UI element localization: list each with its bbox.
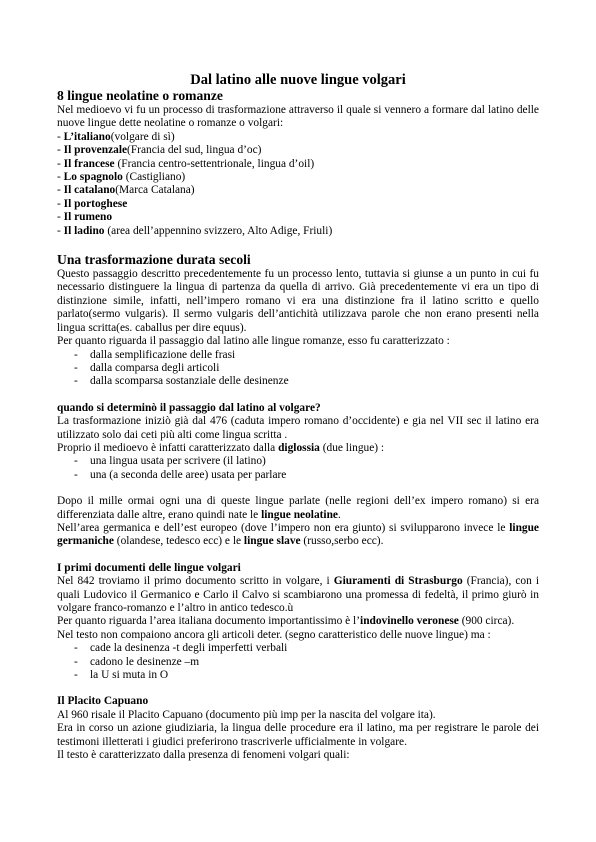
list-item: - cade la desinenza -t degli imperfetti verbali <box>57 642 539 655</box>
intro-paragraph: Nel medioevo vi fu un processo di trasformazione attraverso il quale si vennero a formare dal latino delle nuove lingue dette neolatine o romanze o volgari: <box>57 104 539 130</box>
section-heading-placito-capuano: Il Placito Capuano <box>57 695 149 708</box>
paragraph: Questo passaggio descritto precedentemente fu un processo lento, tuttavia si giunse a un punto in cui fu necessario distinguere la lingua di partenza da quella di arrivo. Già precedentemente vi era un tipo di distinzione simile, infatti, nell’impero romano vi era una distinzione fra il latino scritto e quello parlato(sermo vulgaris). Il sermo vulgaris dell’antichità utilizzava parole che non erano presenti nella lingua scritta(es. caballus per dire equus). <box>57 268 539 334</box>
section-heading-trasformazione: Una trasformazione durata secoli <box>57 252 251 268</box>
paragraph: Per quanto riguarda l’area italiana documento importantissimo è l’indovinello veronese (900 circa). <box>57 615 515 628</box>
list-item: - cadono le desinenze –m <box>57 656 539 669</box>
list-item: - Il ladino (area dell’appennino svizzero, Alto Adige, Friuli) <box>57 224 333 237</box>
list-item: - la U si muta in O <box>57 669 539 682</box>
list-item: - Il catalano(Marca Catalana) <box>57 184 195 197</box>
list-item: - Lo spagnolo (Castigliano) <box>57 171 186 184</box>
document-body <box>57 72 539 762</box>
spacer <box>57 682 539 695</box>
list-item: - dalla semplificazione delle frasi <box>57 349 539 362</box>
section-heading-primi-documenti: I primi documenti delle lingue volgari <box>57 561 241 574</box>
section-heading-lingue-neolatine: 8 lingue neolatine o romanze <box>57 88 223 103</box>
features-list <box>57 349 539 389</box>
paragraph: Nel testo non compaiono ancora gli articoli deter. (segno caratteristico delle nuove lingue) ma : <box>57 628 491 641</box>
paragraph: Dopo il mille ormai ogni una di queste lingue parlate (nelle regioni dell’ex impero romano) si era differenziata dalle altre, erano quindi nate le lingue neolatine. <box>57 495 539 521</box>
languages-list <box>57 131 539 238</box>
paragraph: Il testo è caratterizzato dalla presenza di fenomeni volgari quali: <box>57 749 350 762</box>
paragraph: Per quanto riguarda il passaggio dal latino alle lingue romanze, esso fu caratterizzato : <box>57 335 450 348</box>
paragraph: Era in corso un azione giudiziaria, la lingua delle procedure era il latino, ma per registrare le parole dei testimoni illetterati i giudici preferirono trascriverle ufficialmente in volgare. <box>57 722 539 748</box>
section-heading-passaggio: quando si determinò il passaggio dal latino al volgare? <box>57 401 321 414</box>
page-title: Dal latino alle nuove lingue volgari <box>190 72 406 88</box>
spacer <box>57 389 539 402</box>
paragraph: Al 960 risale il Placito Capuano (documento più imp per la nascita del volgare ita). <box>57 708 436 721</box>
diglossia-list <box>57 455 539 482</box>
list-item: - una lingua usata per scrivere (il latino) <box>57 455 539 468</box>
paragraph: Proprio il medioevo è infatti caratterizzato dalla diglossia (due lingue) : <box>57 441 385 454</box>
list-item: - Il francese (Francia centro-settentrionale, lingua d’oil) <box>57 157 315 170</box>
list-item: - Il rumeno <box>57 211 113 224</box>
paragraph: Nell’area germanica e dell’est europeo (dove l’impero non era giunto) si svilupparono invece le lingue germaniche (olandese, tedesco ecc) e le lingue slave (russo,serbo ecc). <box>57 521 539 548</box>
spacer <box>57 482 539 495</box>
list-item: - Il provenzale(Francia del sud, lingua d’oc) <box>57 144 262 157</box>
list-item: - dalla comparsa degli articoli <box>57 362 539 375</box>
list-item: - dalla scomparsa sostanziale delle desinenze <box>57 375 539 388</box>
phenomena-list <box>57 642 539 682</box>
list-item: - una (a seconda delle aree) usata per parlare <box>57 469 539 482</box>
list-item: - L’italiano(volgare di sì) <box>57 130 175 143</box>
spacer <box>57 549 539 562</box>
spacer <box>57 238 539 252</box>
paragraph: La trasformazione iniziò già dal 476 (caduta impero romano d’occidente) e gia nel VII sec il latino era utilizzato solo dai ceti più alti come lingua scritta . <box>57 415 539 441</box>
list-item: - Il portoghese <box>57 197 128 210</box>
paragraph: Nel 842 troviamo il primo documento scritto in volgare, i Giuramenti di Strasburgo (Francia), con i quali Ludovico il Germanico e Carlo il Calvo si scambiarono una promessa di fedeltà, il primo giurò in volgare franco-romanzo e l’altro in antico tedesco.ù <box>57 575 539 614</box>
